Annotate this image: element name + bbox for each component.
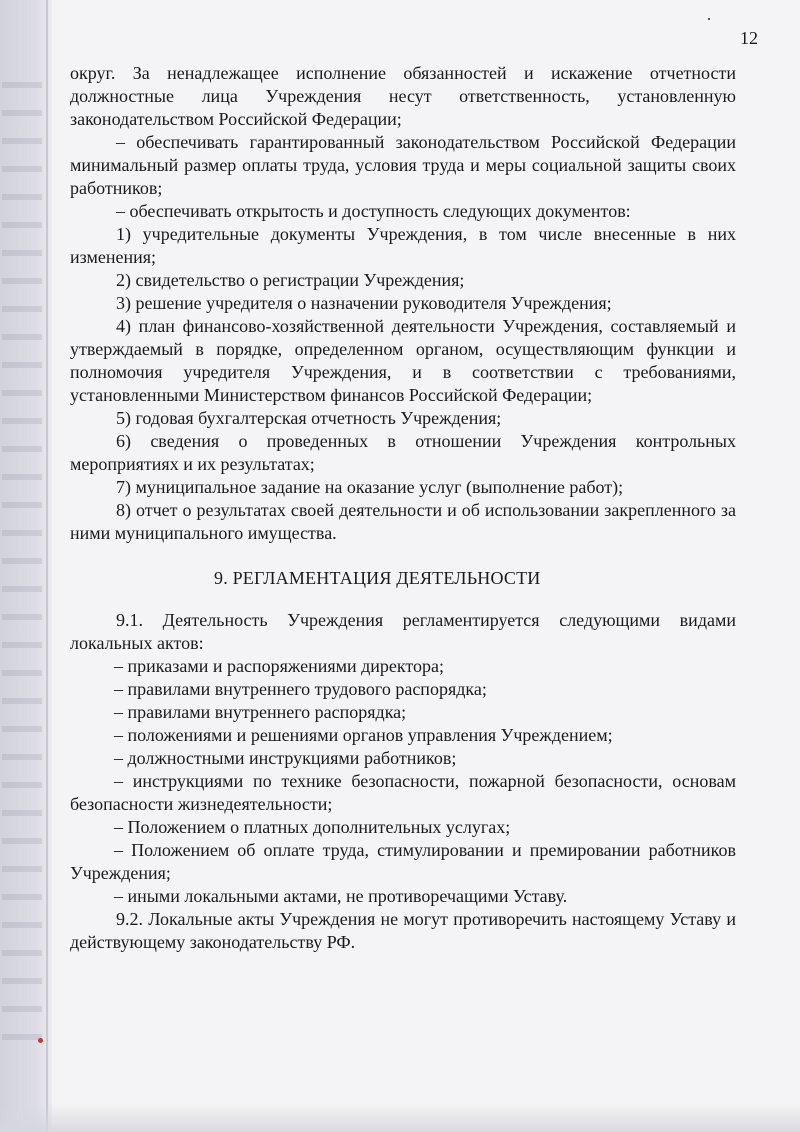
document-body — [70, 62, 736, 954]
document-list-item: 8) отчет о результатах своей деятельности и об использовании закрепленного за ними муниципального имущества. — [70, 500, 736, 543]
intro-paragraph: – обеспечивать открытость и доступность следующих документов: — [116, 201, 631, 221]
intro-paragraph: округ. За ненадлежащее исполнение обязанностей и искажение отчетности должностные лица Учреждения несут ответственность, установленную законодательством Российской Федерации; — [70, 63, 736, 129]
local-act-item: – инструкциями по технике безопасности, пожарной безопасности, основам безопасности жизнедеятельности; — [70, 771, 736, 814]
local-act-item: – иными локальными актами, не противоречащими Уставу. — [114, 886, 568, 906]
local-act-item: – Положением об оплате труда, стимулировании и премировании работников Учреждения; — [70, 840, 736, 883]
section-paragraph: 9.1. Деятельность Учреждения регламентируется следующими видами локальных актов: — [70, 610, 736, 653]
intro-paragraph: – обеспечивать гарантированный законодательством Российской Федерации минимальный размер оплаты труда, условия труда и меры социальной защиты своих работников; — [70, 132, 736, 198]
document-list-item: 1) учредительные документы Учреждения, в том числе внесенные в них изменения; — [70, 224, 736, 267]
local-act-item: – Положением о платных дополнительных услугах; — [114, 817, 511, 837]
page-number: 12 — [740, 28, 758, 48]
document-list-item: 3) решение учредителя о назначении руководителя Учреждения; — [116, 293, 612, 313]
local-act-item: – должностными инструкциями работников; — [114, 748, 457, 768]
local-act-item: – приказами и распоряжениями директора; — [114, 656, 445, 676]
scan-bleed-through — [2, 60, 42, 1060]
scan-speck — [708, 18, 710, 20]
document-list-item: 4) план финансово-хозяйственной деятельности Учреждения, составляемый и утверждаемый в порядке, определенном органом, осуществляющим функции и полномочия учредителя Учреждения, и в соответствии с требованиями, установленными Министерством финансов Российской Федерации; — [70, 316, 736, 405]
scan-red-dot — [38, 1038, 43, 1043]
document-list-item: 6) сведения о проведенных в отношении Учреждения контрольных мероприятиях и их результатах; — [70, 431, 736, 474]
local-act-item: – правилами внутреннего распорядка; — [114, 702, 407, 722]
section-title: 9. РЕГЛАМЕНТАЦИЯ ДЕЯТЕЛЬНОСТИ — [214, 568, 541, 588]
scan-edge-line — [46, 0, 48, 1132]
scan-bottom-shadow — [0, 1104, 800, 1132]
local-act-item: – положениями и решениями органов управления Учреждением; — [114, 725, 613, 745]
document-list-item: 5) годовая бухгалтерская отчетность Учреждения; — [116, 408, 502, 428]
section-paragraph: 9.2. Локальные акты Учреждения не могут противоречить настоящему Уставу и действующему законодательству РФ. — [70, 909, 736, 952]
local-act-item: – правилами внутреннего трудового распорядка; — [114, 679, 487, 699]
document-list-item: 2) свидетельство о регистрации Учреждения; — [116, 270, 465, 290]
document-list-item: 7) муниципальное задание на оказание услуг (выполнение работ); — [116, 477, 624, 497]
